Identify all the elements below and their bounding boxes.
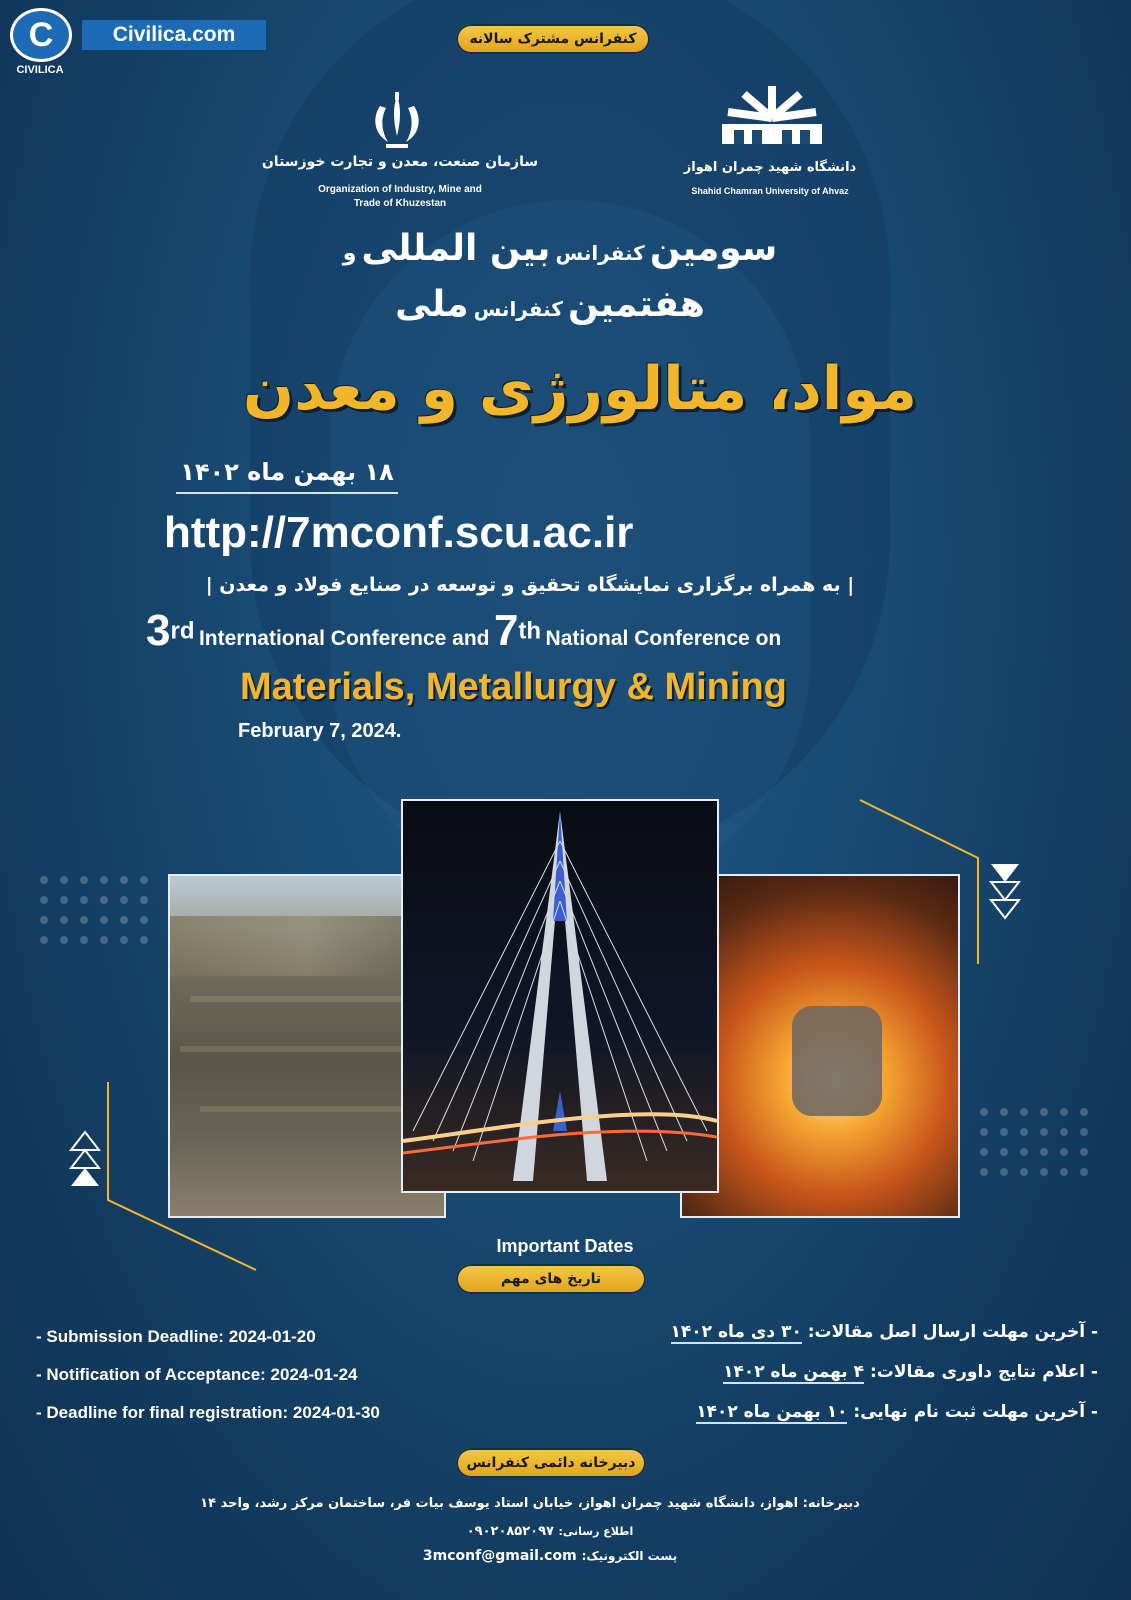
org-left-en-1: Organization of Industry, Mine and (318, 184, 482, 195)
date-en-notification: - Notification of Acceptance: 2024-01-24 (36, 1365, 358, 1384)
contact-phone-value: ۰۹۰۲۰۸۵۲۰۹۷ (466, 1524, 554, 1539)
conference-url-link[interactable]: http://7mconf.scu.ac.ir (164, 508, 634, 557)
title-fa-international: بین المللی (361, 228, 551, 269)
title-en-rd: rd (170, 617, 195, 645)
date-fa-submission-label: - آخرین مهلت ارسال اصل مقالات: (807, 1322, 1098, 1342)
contact-phone (380, 1524, 720, 1539)
contact-phone-label: اطلاع رسانی: (558, 1525, 634, 1538)
title-en-th: th (518, 617, 542, 645)
date-fa-review-label: - اعلام نتایج داوری مقالات: (869, 1362, 1098, 1382)
title-fa-seventh: هفتمین (568, 284, 705, 325)
title-en-date: February 7, 2024. (238, 720, 402, 742)
date-fa-review-value: ۴ بهمن ماه ۱۴۰۲ (723, 1362, 865, 1382)
contact-address-value: اهواز، دانشگاه شهید چمران اهواز، خیابان استاد یوسف بیات فر، ساختمان مرکز رشد، واحد ۱۴ (200, 1496, 799, 1511)
date-fa-registration-value: ۱۰ بهمن ماه ۱۴۰۲ (696, 1402, 848, 1422)
contact-address (180, 1496, 880, 1511)
civilica-logo-text: CIVILICA (16, 64, 64, 76)
civilica-c-icon: C (10, 8, 72, 62)
secretariat-pill: دبیرخانه دائمی کنفرانس (456, 1448, 646, 1478)
org-left-en-2: Trade of Khuzestan (353, 198, 447, 209)
exhibition-fa: | به همراه برگزاری نمایشگاه تحقیق و توسعه در صنایع فولاد و معدن | (205, 574, 855, 596)
contact-address-label: دبیرخانه: (802, 1496, 860, 1511)
date-fa-submission (620, 1312, 1098, 1352)
org-left-fa: سازمان صنعت، معدن و تجارت خوزستان (261, 154, 539, 170)
title-fa-conference-1: کنفرانس (555, 241, 645, 265)
title-en-main: Materials, Metallurgy & Mining (240, 666, 787, 708)
date-fa-submission-value: ۳۰ دی ماه ۱۴۰۲ (670, 1322, 802, 1342)
contact-email-label: پست الکترونیک: (581, 1549, 678, 1563)
triangle-arrows-right-icon (988, 860, 1022, 924)
date-fa: ۱۸ بهمن ماه ۱۴۰۲ (176, 458, 398, 494)
date-fa-registration (620, 1392, 1098, 1432)
title-en-7: 7 (493, 606, 519, 655)
dates-en-list (36, 1318, 380, 1432)
title-fa-conference-2: کنفرانس (473, 297, 563, 321)
date-fa-review (620, 1352, 1098, 1392)
important-dates-en: Important Dates (496, 1236, 634, 1256)
dates-fa-list (620, 1312, 1098, 1432)
title-en-international: International Conference and (198, 627, 490, 650)
title-fa-third: سومین (649, 228, 778, 269)
title-en-national: National Conference on (545, 627, 782, 650)
steel-mill-photo (680, 874, 960, 1218)
title-en-3: 3 (146, 606, 171, 655)
bridge-photo (401, 799, 719, 1193)
title-fa-and: و (342, 241, 357, 266)
title-fa-national: ملی (395, 284, 469, 325)
date-en-submission: - Submission Deadline: 2024-01-20 (36, 1327, 316, 1346)
org-right-en: Shahid Chamran University of Ahvaz (691, 186, 849, 196)
civilica-brand-link[interactable]: Civilica.com (82, 20, 266, 50)
date-en-final-registration: - Deadline for final registration: 2024-01-30 (36, 1403, 380, 1422)
contact-email-link[interactable]: 3mconf@gmail.com (422, 1548, 577, 1564)
org-right-fa: دانشگاه شهید چمران اهواز (683, 160, 857, 175)
title-fa-main: مواد، متالورژی و معدن (242, 354, 918, 424)
date-fa-registration-label: - آخرین مهلت ثبت نام نهایی: (853, 1402, 1098, 1422)
contact-email (380, 1548, 720, 1564)
important-dates-fa-pill: تاریخ های مهم (456, 1264, 646, 1294)
annual-joint-conference-pill: کنفرانس مشترک سالانه (456, 24, 650, 54)
triangle-arrows-left-icon (68, 1128, 102, 1192)
